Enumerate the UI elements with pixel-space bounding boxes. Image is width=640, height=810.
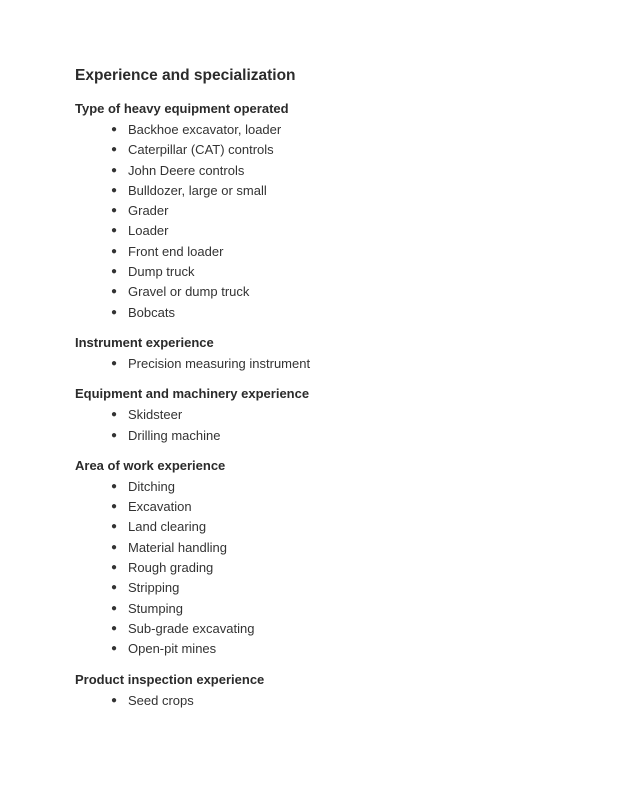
- list-item-text: Seed crops: [128, 692, 194, 708]
- bullet-icon: ●: [111, 225, 118, 237]
- list-item: [75, 517, 640, 537]
- list-item-text: Grader: [128, 203, 169, 219]
- list-item-text: Bulldozer, large or small: [128, 182, 267, 198]
- list-item-text: Backhoe excavator, loader: [128, 122, 282, 137]
- bullet-icon: ●: [111, 164, 118, 176]
- list-item-text: Front end loader: [128, 243, 224, 259]
- section-heading: Instrument experience: [75, 334, 214, 350]
- list-item-text: Rough grading: [128, 560, 214, 576]
- bullet-icon: ●: [111, 602, 118, 614]
- bullet-icon: ●: [111, 409, 118, 421]
- list-item: [75, 181, 640, 201]
- bullet-icon: ●: [111, 694, 118, 706]
- section-heading: Product inspection experience: [75, 671, 265, 687]
- list-item-text: Caterpillar (CAT) controls: [128, 142, 274, 158]
- bullet-icon: ●: [111, 286, 118, 298]
- section-heading: Equipment and machinery experience: [75, 386, 310, 402]
- list-item: [75, 120, 640, 140]
- bullet-icon: ●: [111, 124, 118, 135]
- list-item-text: Gravel or dump truck: [128, 284, 250, 300]
- list-item: [75, 538, 640, 558]
- list-item: [75, 639, 640, 659]
- list-item-text: Loader: [128, 223, 169, 239]
- bullet-list: [75, 691, 640, 711]
- bullet-icon: ●: [111, 184, 118, 196]
- list-item-text: Stumping: [128, 600, 183, 616]
- list-item: [75, 140, 640, 160]
- list-item: [75, 161, 640, 181]
- list-item: [75, 426, 640, 446]
- bullet-icon: ●: [111, 357, 118, 369]
- list-item: [75, 691, 640, 711]
- list-item: [75, 242, 640, 262]
- list-item-text: Excavation: [128, 499, 192, 515]
- list-item: [75, 477, 640, 497]
- bullet-icon: ●: [111, 306, 118, 318]
- list-item: [75, 497, 640, 517]
- section-heavy-equipment: [75, 100, 640, 323]
- list-item-text: Open-pit mines: [128, 641, 217, 657]
- list-item-text: Sub-grade excavating: [128, 620, 255, 636]
- bullet-icon: ●: [111, 144, 118, 156]
- bullet-list: [75, 477, 640, 660]
- list-item: [75, 282, 640, 302]
- bullet-icon: ●: [111, 521, 118, 533]
- bullet-icon: ●: [111, 429, 118, 441]
- list-item-text: Bobcats: [128, 304, 175, 320]
- list-item-text: Land clearing: [128, 519, 207, 535]
- page-title: Experience and specialization: [75, 67, 296, 84]
- list-item-text: Material handling: [128, 539, 228, 555]
- list-item: [75, 221, 640, 241]
- bullet-icon: ●: [111, 582, 118, 594]
- list-item-text: Dump truck: [128, 264, 195, 280]
- list-item-text: John Deere controls: [128, 162, 245, 178]
- list-item: [75, 405, 640, 425]
- bullet-icon: ●: [111, 245, 118, 257]
- list-item: [75, 578, 640, 598]
- list-item: [75, 599, 640, 619]
- section-heading: Type of heavy equipment operated: [75, 101, 289, 116]
- section-instrument: [75, 334, 640, 374]
- bullet-icon: ●: [111, 541, 118, 553]
- section-product-inspection: [75, 671, 640, 711]
- list-item: [75, 262, 640, 282]
- bullet-icon: ●: [111, 205, 118, 217]
- list-item: [75, 619, 640, 639]
- bullet-icon: ●: [111, 501, 118, 513]
- bullet-icon: ●: [111, 480, 118, 492]
- list-item: [75, 201, 640, 221]
- bullet-icon: ●: [111, 562, 118, 574]
- section-area-of-work: [75, 457, 640, 660]
- list-item: [75, 558, 640, 578]
- bullet-list: [75, 120, 640, 323]
- section-equipment-machinery: [75, 385, 640, 446]
- list-item-text: Stripping: [128, 580, 180, 596]
- bullet-icon: ●: [111, 266, 118, 278]
- bullet-list: [75, 405, 640, 446]
- section-heading: Area of work experience: [75, 457, 226, 473]
- list-item-text: Ditching: [128, 478, 175, 494]
- list-item: [75, 303, 640, 323]
- list-item: [75, 354, 640, 374]
- bullet-icon: ●: [111, 643, 118, 655]
- bullet-list: [75, 354, 640, 374]
- list-item-text: Precision measuring instrument: [128, 355, 311, 371]
- list-item-text: Drilling machine: [128, 427, 221, 443]
- list-item-text: Skidsteer: [128, 407, 183, 423]
- bullet-icon: ●: [111, 622, 118, 634]
